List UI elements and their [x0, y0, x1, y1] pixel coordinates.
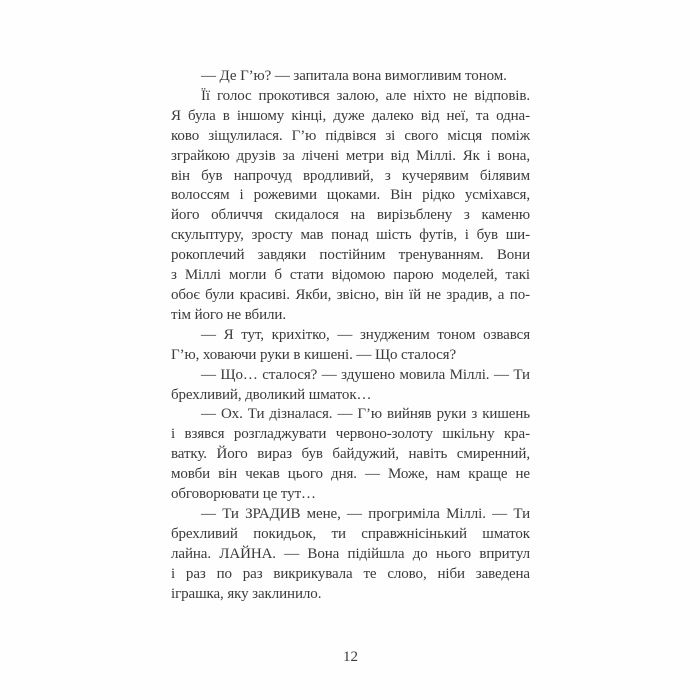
- text-line: скульптуру, зросту мав понад шість футів, і був ши-: [171, 227, 530, 244]
- text-line: волоссям і рожевими щоками. Він рідко усміхався,: [171, 187, 530, 204]
- paragraph: [171, 505, 530, 605]
- text-line: мовби він чекав цього дня. — Може, нам краще не: [171, 466, 530, 483]
- text-line: і взявся розгладжувати червоно-золоту шкільну кра-: [171, 426, 530, 443]
- text-line: його обличчя скидалося на вирізьблену з каменю: [171, 207, 530, 224]
- page-number: 12: [343, 649, 358, 665]
- text-line: ватку. Його вираз був байдужий, навіть смиренний,: [171, 446, 530, 463]
- text-line: іграшка, яку заклинило.: [171, 585, 322, 602]
- text-line: і раз по раз викрикувала те слово, ніби заведена: [171, 565, 530, 582]
- text-line: з Міллі могли б стати відомою парою моделей, такі: [171, 267, 530, 284]
- paragraph: [171, 366, 530, 406]
- text-line: — Що… сталося? — здушено мовила Міллі. — Ти: [201, 366, 530, 383]
- text-line: Її голос прокотився залою, але ніхто не відповів.: [201, 87, 530, 104]
- text-line: обоє були красиві. Якби, звісно, він їй не зрадив, а по-: [171, 286, 530, 303]
- paragraph: [171, 87, 530, 326]
- text-line: обговорювати це тут…: [171, 486, 316, 503]
- paragraph: [171, 405, 530, 505]
- text-line: брехливий покидьок, ти справжнісінький шматок: [171, 525, 530, 542]
- text-line: — Ти ЗРАДИВ мене, — прогриміла Міллі. — Ти: [201, 505, 530, 522]
- paragraph: [171, 326, 530, 366]
- text-line: ково зіщулилася. Г’ю підвівся зі свого місця поміж: [171, 127, 530, 144]
- text-line: Я була в іншому кінці, дуже далеко від неї, та одна-: [171, 107, 530, 124]
- text-line: Г’ю, ховаючи руки в кишені. — Що сталося?: [171, 346, 457, 363]
- text-line: — Де Г’ю? — запитала вона вимогливим тоном.: [201, 68, 507, 84]
- text-line: — Ох. Ти дізналася. — Г’ю вийняв руки з кишень: [201, 406, 530, 423]
- text-line: зграйкою друзів за лічені метри від Міллі. Як і вона,: [171, 147, 530, 164]
- text-line: він був напрочуд вродливий, з кучерявим білявим: [171, 167, 530, 184]
- text-line: тім його не вбили.: [171, 306, 286, 323]
- text-line: лайна. ЛАЙНА. — Вона підійшла до нього впритул: [171, 545, 530, 562]
- text-line: рокоплечий завдяки постійним тренуванням. Вони: [171, 247, 530, 264]
- text-line: — Я тут, крихітко, — знудженим тоном озвався: [201, 326, 530, 343]
- text-block: [171, 67, 530, 604]
- text-line: брехливий, дволикий шматок…: [171, 386, 372, 403]
- paragraph: [171, 67, 530, 87]
